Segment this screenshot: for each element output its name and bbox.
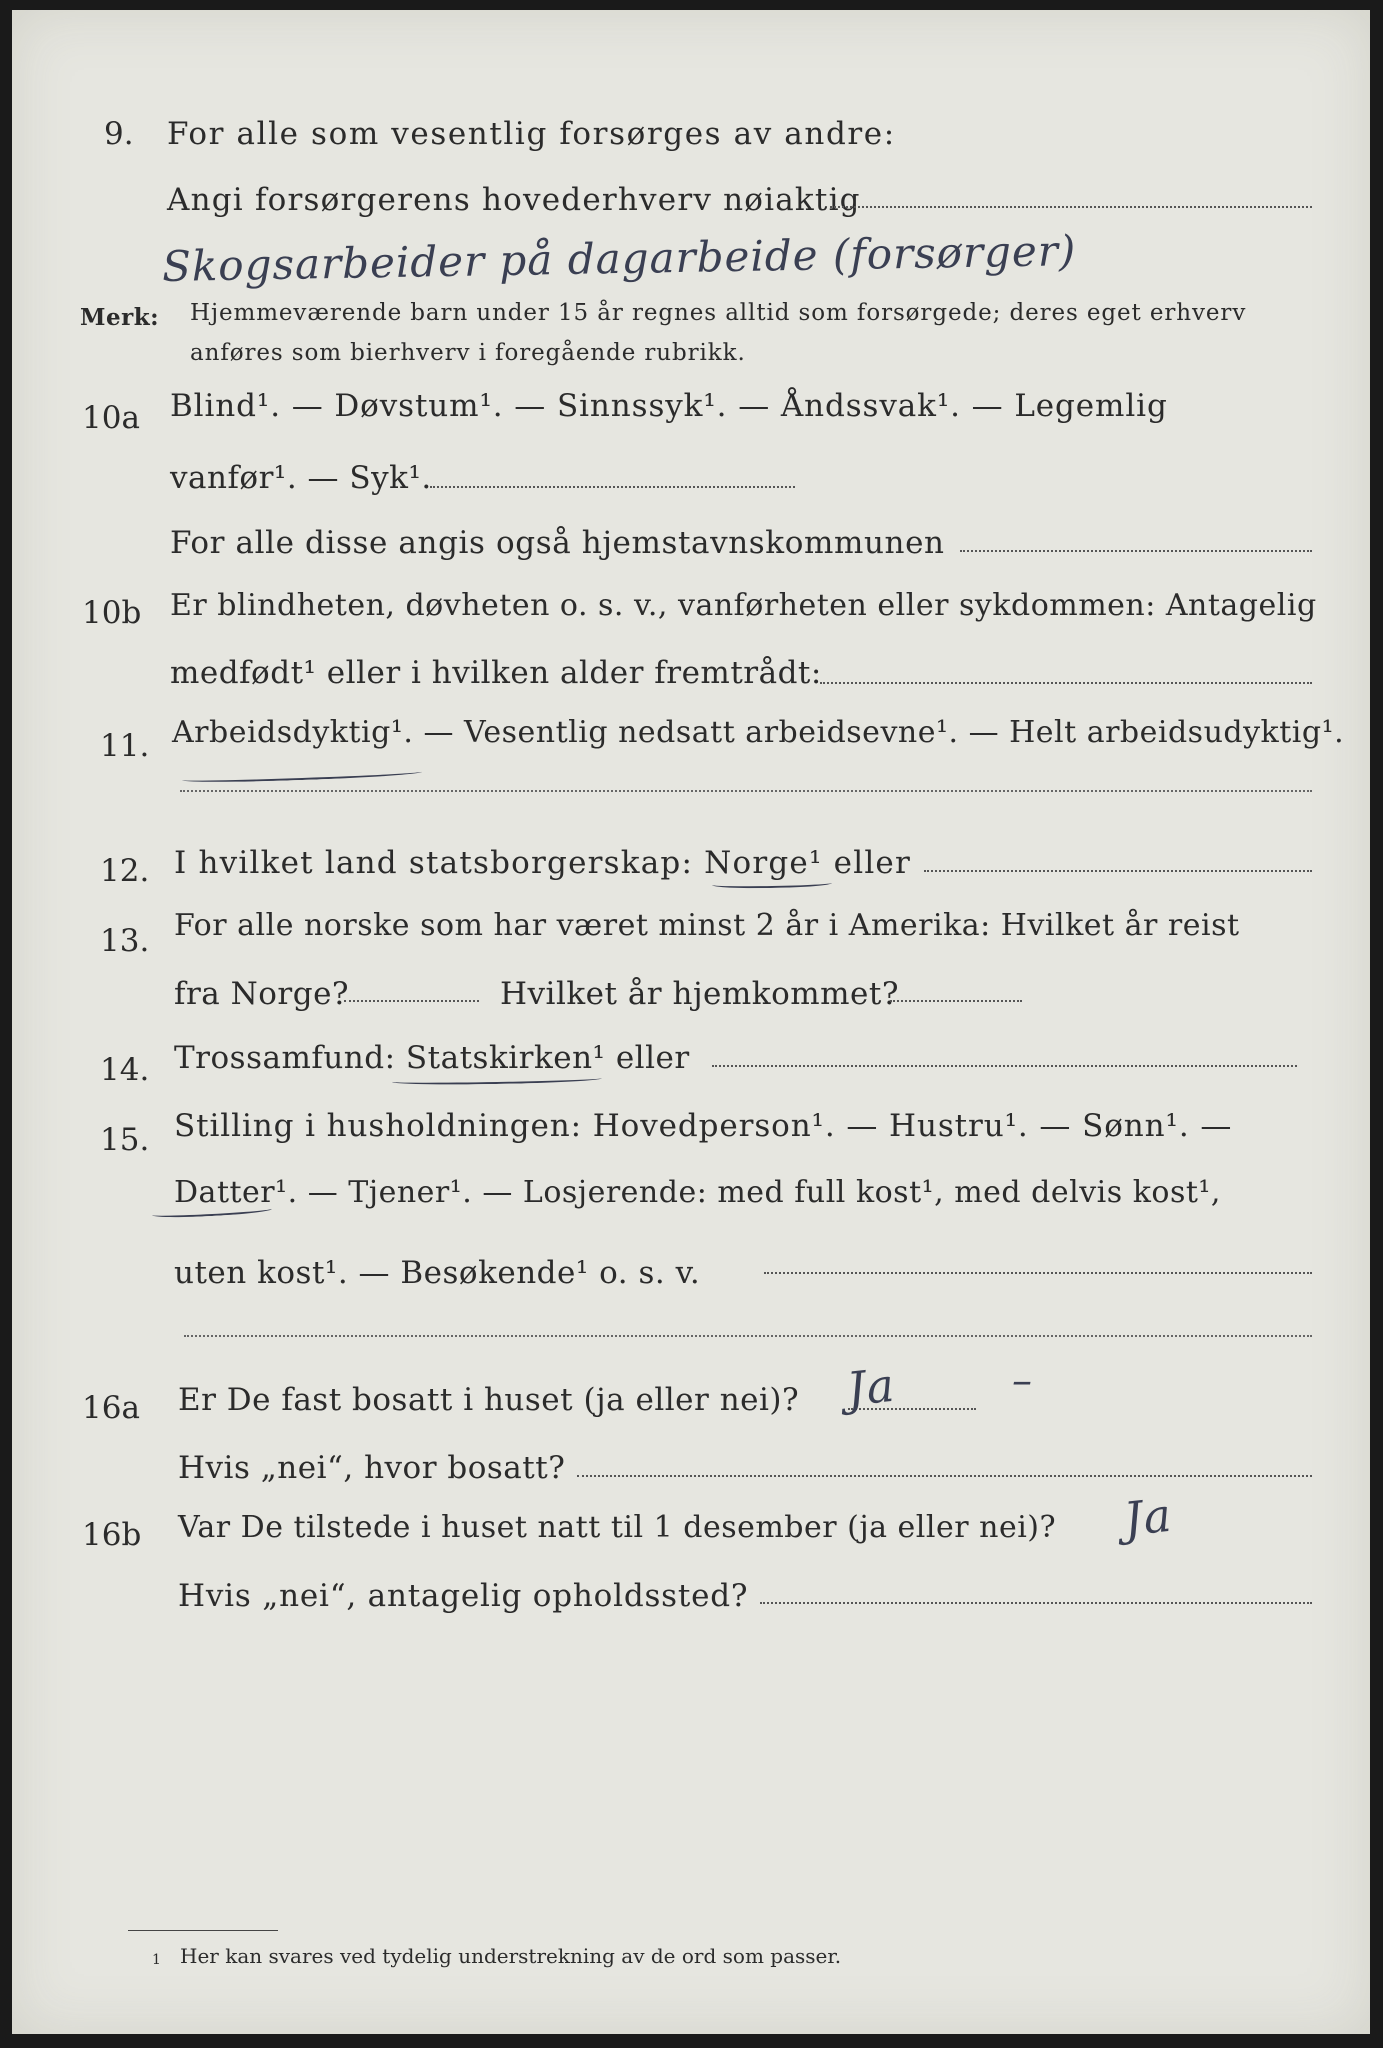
q16b-number: 16b bbox=[82, 1517, 142, 1553]
q13-departure-line bbox=[344, 1000, 479, 1002]
q10a-hometown-line bbox=[960, 550, 1312, 552]
q10a-line2: vanfør¹. — Syk¹. bbox=[170, 460, 432, 496]
q16b-stay-line bbox=[760, 1602, 1312, 1604]
q13-line2b: Hvilket år hjemkommet? bbox=[500, 976, 899, 1012]
q15-number: 15. bbox=[100, 1122, 150, 1158]
q11-number: 11. bbox=[100, 728, 150, 764]
q10b-answer-line bbox=[820, 682, 1312, 684]
q13-return-line bbox=[890, 1000, 1022, 1002]
note-line2: anføres som bierhverv i foregående rubrikk. bbox=[190, 340, 746, 366]
footnote-rule bbox=[128, 1930, 278, 1931]
q16a-line1: Er De fast bosatt i huset (ja eller nei)? bbox=[178, 1382, 800, 1418]
q14-answer-line bbox=[712, 1065, 1297, 1067]
census-form-page bbox=[12, 10, 1370, 2034]
q12-line1: I hvilket land statsborgerskap: Norge¹ eller bbox=[174, 845, 911, 881]
q11-blank-line bbox=[180, 790, 1312, 792]
q15-blank-line bbox=[184, 1335, 1312, 1337]
footnote-marker: 1 bbox=[152, 1952, 161, 1968]
q9-handwritten-answer: Skogsarbeider på dagarbeide (forsørger) bbox=[161, 226, 1077, 291]
note-label: Merk: bbox=[80, 304, 160, 331]
q16a-handwritten-dash: – bbox=[1012, 1358, 1033, 1404]
note-line1: Hjemmeværende barn under 15 år regnes alltid som forsørgede; deres eget erhverv bbox=[190, 300, 1247, 326]
q12-answer-line bbox=[924, 870, 1312, 872]
q12-number: 12. bbox=[100, 853, 150, 889]
q9-answer-line bbox=[830, 206, 1312, 208]
q11-answer-underline bbox=[182, 768, 422, 784]
q15-line1: Stilling i husholdningen: Hovedperson¹. — Hustru¹. — Sønn¹. — bbox=[174, 1108, 1233, 1144]
q16b-line1: Var De tilstede i huset natt til 1 desember (ja eller nei)? bbox=[178, 1510, 1057, 1545]
q11-line1: Arbeidsdyktig¹. — Vesentlig nedsatt arbeidsevne¹. — Helt arbeidsudyktig¹. bbox=[172, 715, 1345, 750]
q15-line2: Datter¹. — Tjener¹. — Losjerende: med full kost¹, med delvis kost¹, bbox=[174, 1175, 1221, 1210]
q10b-line2: medfødt¹ eller i hvilken alder fremtrådt: bbox=[170, 655, 822, 691]
q10b-number: 10b bbox=[82, 595, 142, 631]
q15-answer-underline bbox=[152, 1205, 272, 1219]
q14-number: 14. bbox=[100, 1052, 150, 1088]
q9-line2: Angi forsørgerens hovederhverv nøiaktig bbox=[167, 182, 861, 218]
q13-line1: For alle norske som har været minst 2 år i Amerika: Hvilket år reist bbox=[174, 908, 1240, 943]
q10a-number: 10a bbox=[82, 400, 140, 436]
q14-line1: Trossamfund: Statskirken¹ eller bbox=[174, 1040, 690, 1076]
q16a-handwritten-answer: Ja bbox=[844, 1357, 898, 1417]
q15-answer-line bbox=[764, 1272, 1312, 1274]
q13-line2a: fra Norge? bbox=[174, 976, 350, 1012]
q10a-answer-line bbox=[430, 486, 795, 488]
q16b-line2: Hvis „nei“, antagelig opholdssted? bbox=[178, 1578, 749, 1614]
q16a-number: 16a bbox=[82, 1390, 140, 1426]
q16a-line2: Hvis „nei“, hvor bosatt? bbox=[178, 1450, 566, 1486]
q13-number: 13. bbox=[100, 923, 150, 959]
q16b-handwritten-answer: Ja bbox=[1121, 1487, 1175, 1547]
q16a-residence-line bbox=[577, 1475, 1312, 1477]
q9-number: 9. bbox=[104, 116, 134, 152]
q10a-line1: Blind¹. — Døvstum¹. — Sinnssyk¹. — Åndssvak¹. — Legemlig bbox=[170, 388, 1168, 424]
q15-line3: uten kost¹. — Besøkende¹ o. s. v. bbox=[174, 1255, 701, 1291]
q10a-line3: For alle disse angis også hjemstavnskommunen bbox=[170, 525, 945, 561]
q10b-line1: Er blindheten, døvheten o. s. v., vanførheten eller sykdommen: Antagelig bbox=[170, 588, 1317, 623]
q9-line1: For alle som vesentlig forsørges av andre: bbox=[167, 116, 896, 152]
footnote-text: Her kan svares ved tydelig understrekning av de ord som passer. bbox=[180, 1944, 842, 1968]
